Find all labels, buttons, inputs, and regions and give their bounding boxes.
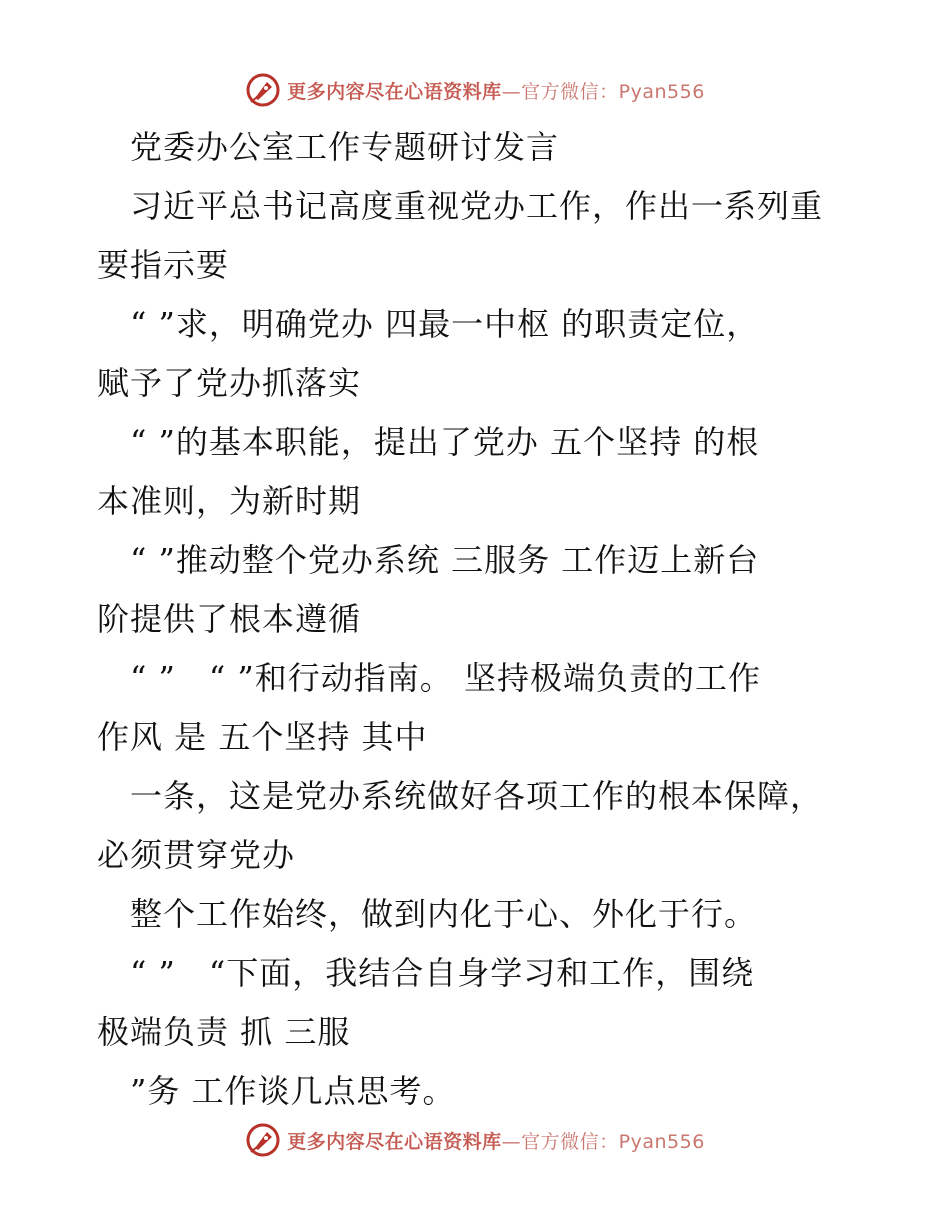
paragraph-line: 阶提供了根本遵循 — [97, 600, 362, 638]
paragraph-line: “ ”求，明确党办 四最一中枢 的职责定位， — [97, 305, 760, 343]
banner-separator: — — [501, 1130, 522, 1153]
paragraph-line: “ ”的基本职能，提出了党办 五个坚持 的根 — [97, 423, 760, 461]
header-banner — [0, 70, 950, 110]
paragraph-line: “ ”推动整个党办系统 三服务 工作迈上新台 — [97, 541, 760, 579]
banner-site-name: 更多内容尽在心语资料库 — [287, 1130, 502, 1153]
paragraph-line: 一条，这是党办系统做好各项工作的根本保障， — [97, 777, 824, 815]
banner-contact: 官方微信：Pyan556 — [521, 80, 705, 103]
footer-banner — [0, 1120, 950, 1160]
paragraph-line: 本准则，为新时期 — [97, 482, 362, 520]
paragraph-line: “ ” “下面，我结合自身学习和工作，围绕 — [97, 954, 755, 992]
pen-nib-icon — [245, 1122, 281, 1158]
paragraph-line: 作风 是 五个坚持 其中 — [97, 718, 428, 756]
paragraph-line: 整个工作始终，做到内化于心、外化于行。 — [97, 895, 758, 933]
banner-site-name: 更多内容尽在心语资料库 — [287, 80, 502, 103]
banner-site-text — [287, 77, 705, 104]
paragraph-line: 习近平总书记高度重视党办工作，作出一系列重 — [97, 187, 824, 225]
paragraph-line: 赋予了党办抓落实 — [97, 364, 362, 402]
paragraph-line: 必须贯穿党办 — [97, 836, 296, 874]
paragraph-line: 极端负责 抓 三服 — [97, 1013, 351, 1051]
document-title: 党委办公室工作专题研讨发言 — [97, 128, 560, 166]
paragraph-line: ”务 工作谈几点思考。 — [97, 1072, 456, 1110]
banner-separator: — — [501, 80, 522, 103]
banner-contact: 官方微信：Pyan556 — [521, 1130, 705, 1153]
document-body — [97, 118, 857, 1121]
paragraph-line: “ ” “ ”和行动指南。 坚持极端负责的工作 — [97, 659, 761, 697]
paragraph-line: 要指示要 — [97, 246, 230, 284]
banner-site-text — [287, 1127, 705, 1154]
pen-nib-icon — [245, 72, 281, 108]
